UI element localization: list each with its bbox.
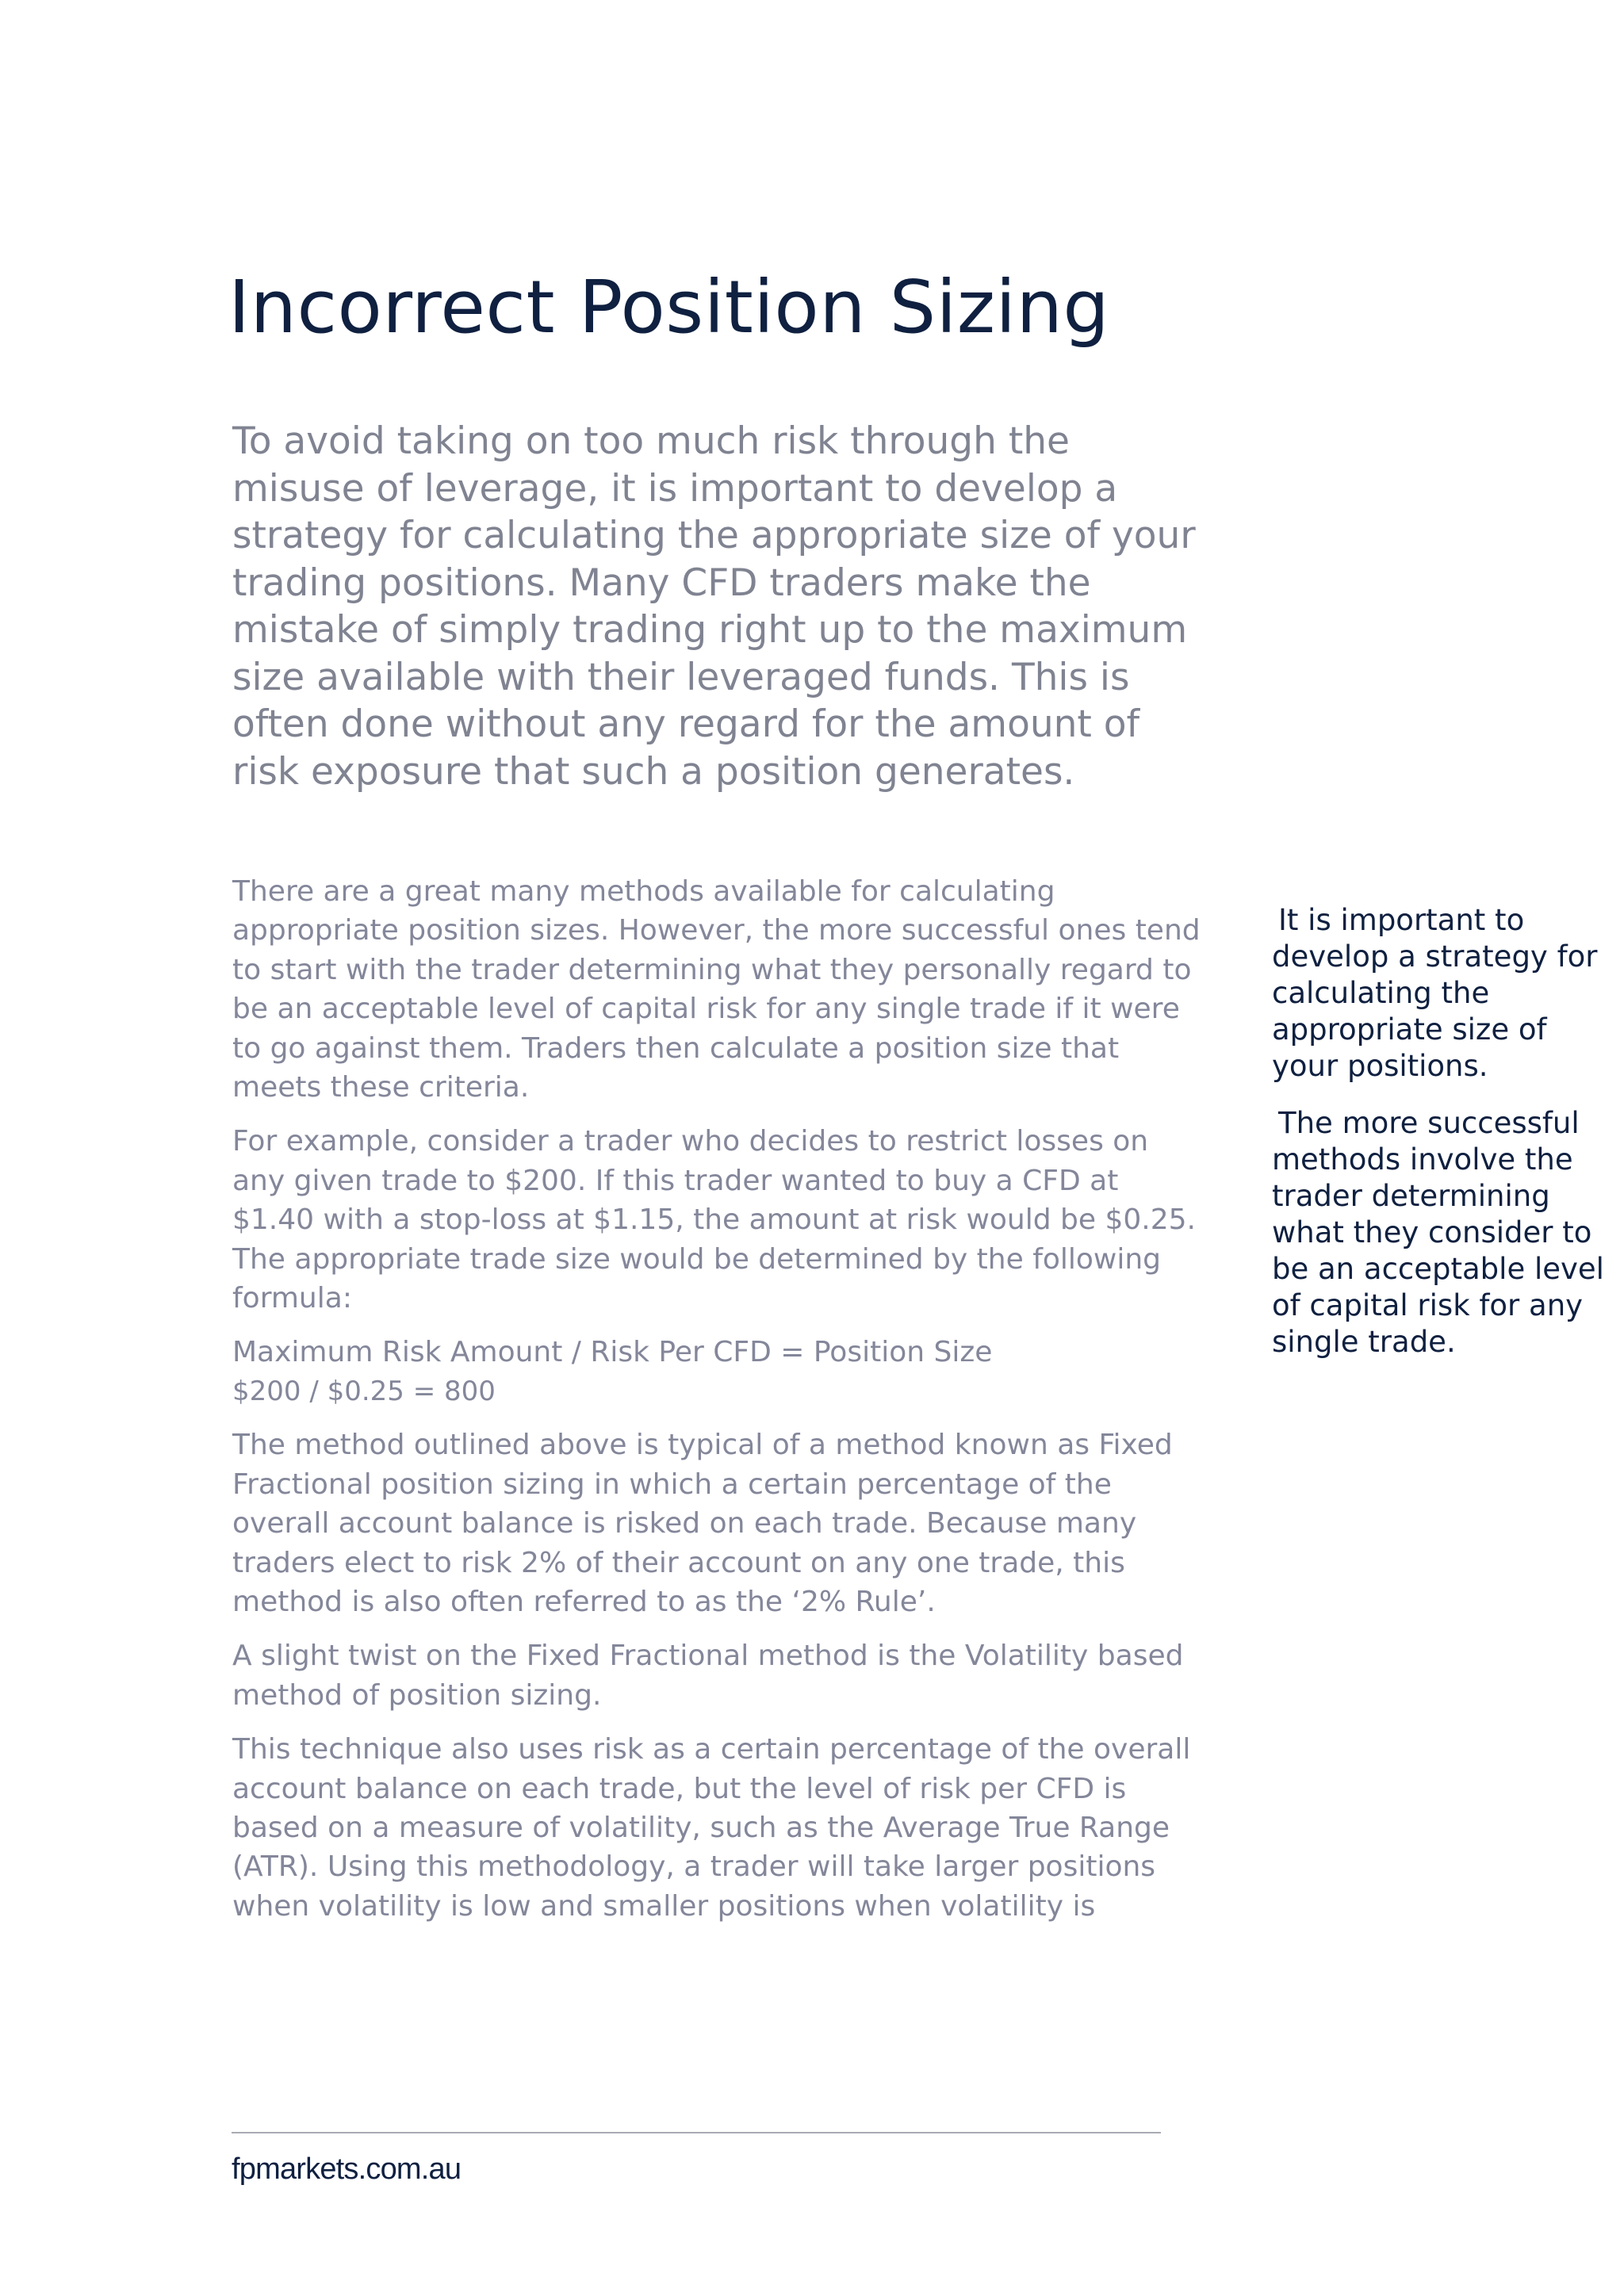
sidebar-callout-1: It is important to develop a strategy for calculating the appropriate size of your positions. [1272,903,1598,1083]
page-title: Incorrect Position Sizing [228,265,1110,350]
sidebar-callouts [1272,902,1613,1381]
sidebar-callout-2: The more successful methods involve the trader determining what they consider to be an acceptable level of capital risk for any single trade. [1272,1106,1604,1359]
footer-url: fpmarkets.com.au [232,2152,462,2186]
formula-block [232,1333,1208,1411]
body-paragraph-2: For example, consider a trader who decides to restrict losses on any given trade to $200. If this trader wanted to buy a CFD at $1.40 with a stop-loss at $1.15, the amount at risk would be $0.25. The appropriate trade size would be determined by the following formula: [232,1125,1196,1315]
formula-calculation: $200 / $0.25 = 800 [232,1375,496,1407]
body-paragraph-1: There are a great many methods available for calculating appropriate position sizes. However, the more successful ones tend to start with the trader determining what they personally regard to be an acceptable level of capital risk for any single trade if it were to go against them. Traders then calculate a position size that meets these criteria. [232,875,1201,1104]
body-paragraph-3: The method outlined above is typical of a method known as Fixed Fractional position sizing in which a certain percentage of the overall account balance is risked on each trade. Because many traders elect to risk 2% of their account on any one trade, this method is also often referred to as the ‘2% Rule’. [232,1429,1173,1618]
footer-divider [232,2132,1161,2133]
body-column [232,872,1208,1941]
formula-text: Maximum Risk Amount / Risk Per CFD = Position Size [232,1336,993,1369]
lead-paragraph: To avoid taking on too much risk through the misuse of leverage, it is important to develop a strategy for calculating the appropriate size of your trading positions. Many CFD traders make the mistake of simply trading right up to the maximum size available with their leveraged funds. This is often done without any regard for the amount of risk exposure that such a position generates. [232,419,1196,794]
body-paragraph-5: This technique also uses risk as a certain percentage of the overall account balance on each trade, but the level of risk per CFD is based on a measure of volatility, such as the Average True Range (ATR). Using this methodology, a trader will take larger positions when volatility is low and smaller positions when volatility is [232,1733,1191,1923]
body-paragraph-4: A slight twist on the Fixed Fractional method is the Volatility based method of position sizing. [232,1640,1184,1712]
